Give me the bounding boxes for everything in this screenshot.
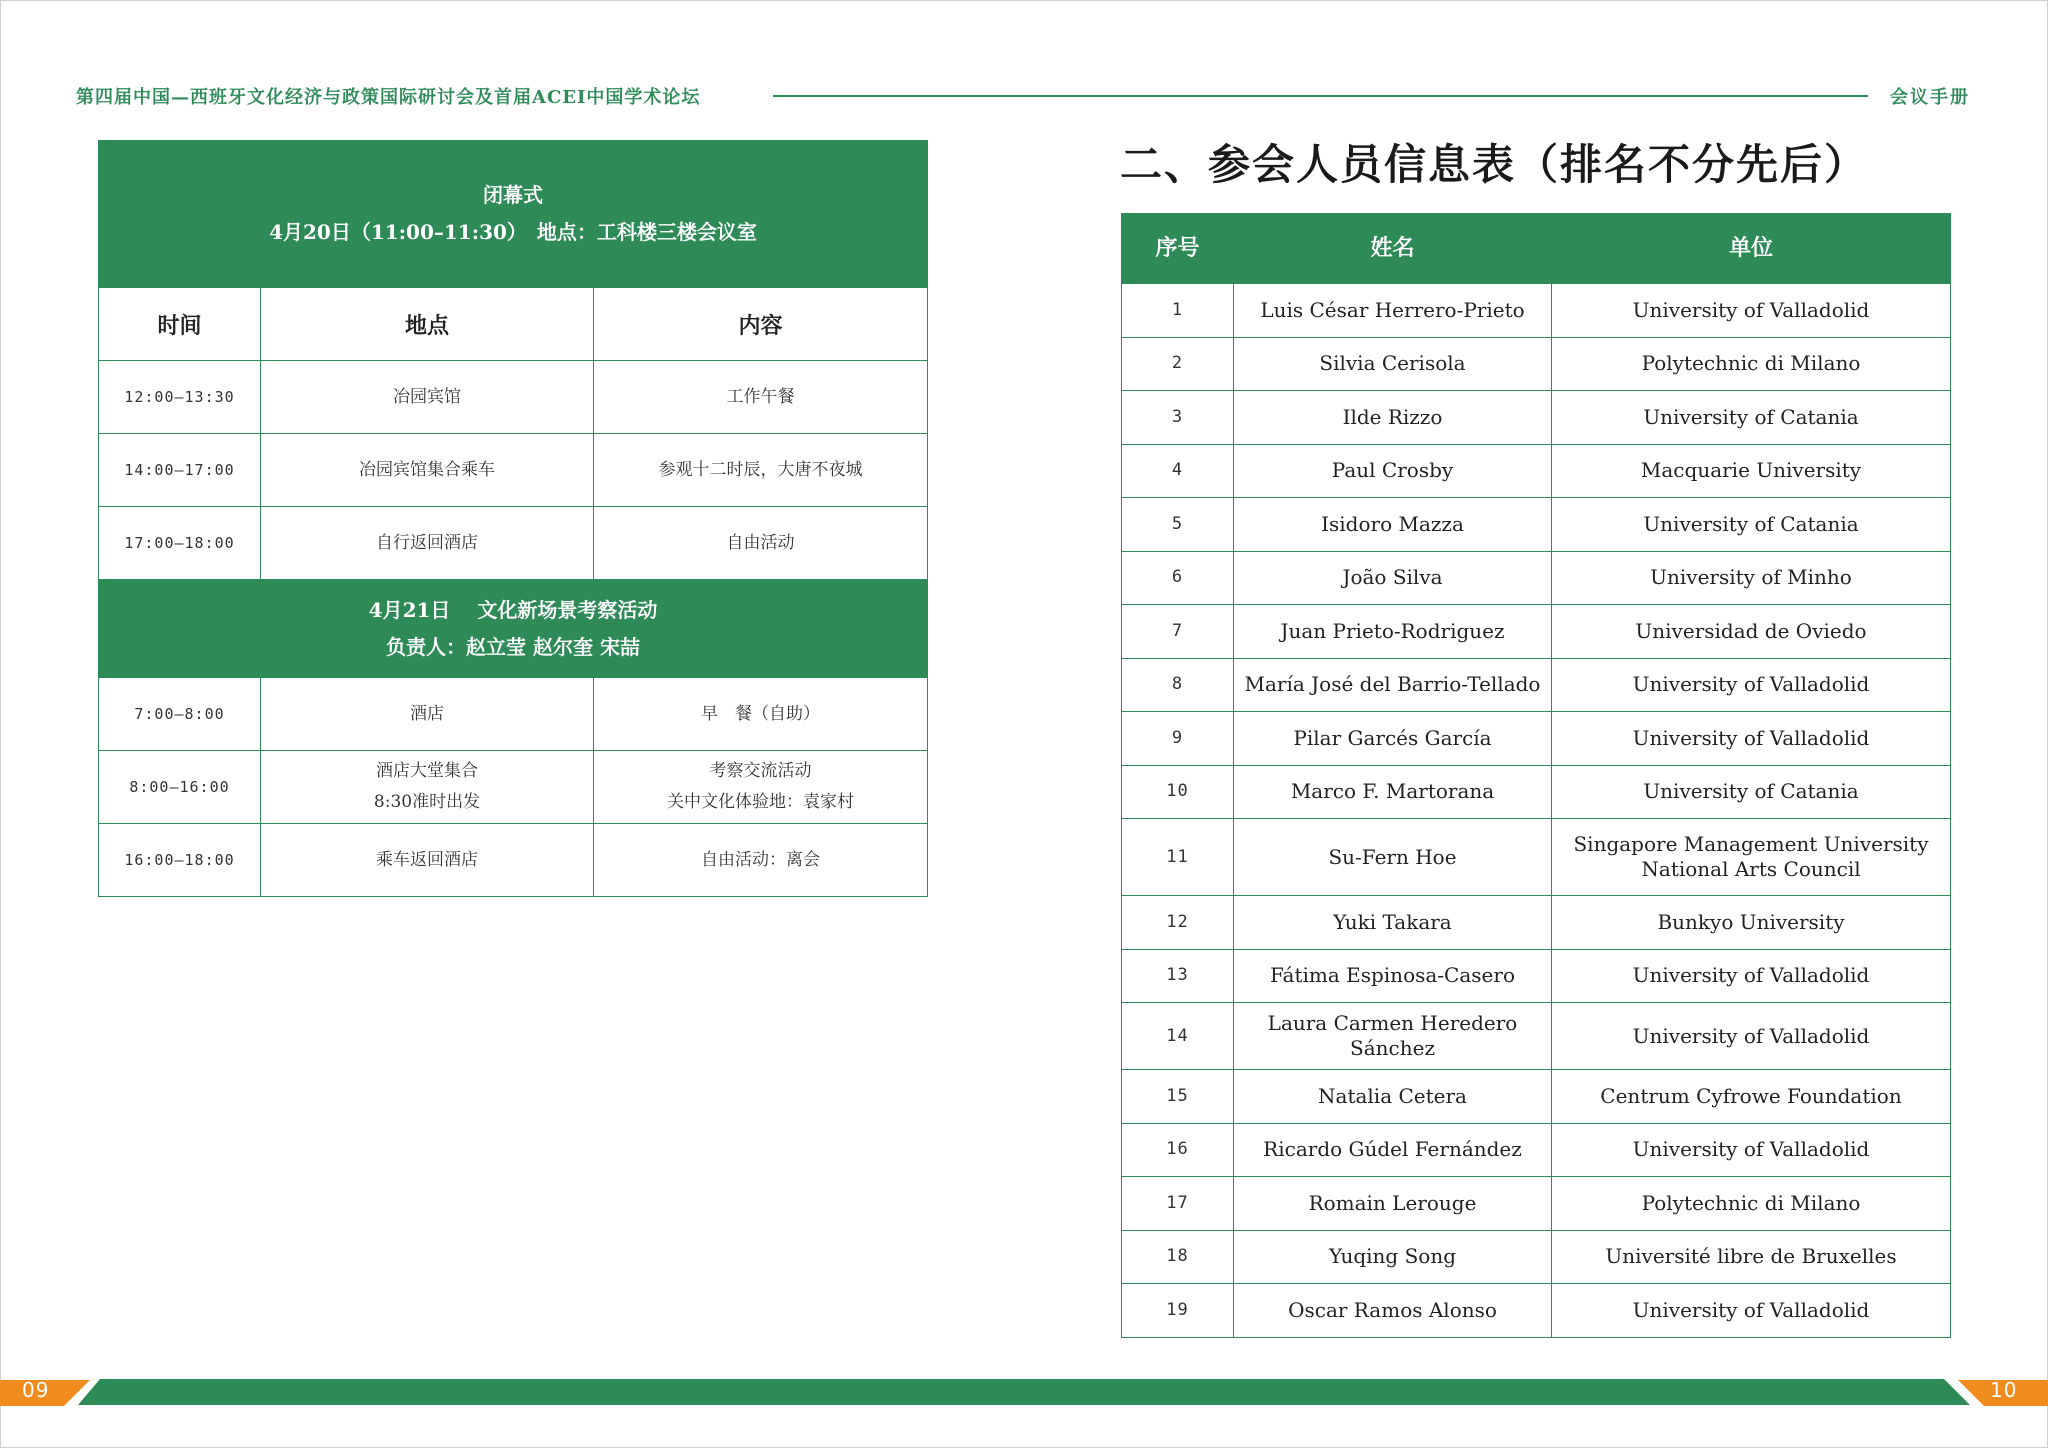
participant-number: 10 [1122,765,1234,819]
participant-affiliation: Universidad de Oviedo [1552,605,1951,659]
participant-name: Laura Carmen Heredero Sánchez [1234,1003,1552,1070]
running-header-section: 会议手册 [1890,87,1970,108]
participant-affiliation: University of Valladolid [1552,712,1951,766]
row-place: 乘车返回酒店 [261,824,594,897]
participant-affiliation: University of Valladolid [1552,658,1951,712]
participant-number: 13 [1122,949,1234,1003]
participant-affiliation: University of Valladolid [1552,1284,1951,1338]
header-rule [773,95,1868,97]
page-number-right: 10 [1990,1378,2018,1402]
participant-number: 2 [1122,337,1234,391]
row-content: 参观十二时辰，大唐不夜城 [594,434,928,507]
row-time: 14:00–17:00 [99,434,261,507]
table-row [1122,605,1951,659]
table-row [1122,444,1951,498]
participant-name: Juan Prieto-Rodriguez [1234,605,1552,659]
table-row [99,751,928,824]
participant-name: João Silva [1234,551,1552,605]
participant-name: Su-Fern Hoe [1234,819,1552,896]
participant-name: Fátima Espinosa-Casero [1234,949,1552,1003]
table-row [1122,1230,1951,1284]
participant-affiliation: University of Catania [1552,498,1951,552]
schedule-header-row [99,288,928,361]
row-time: 7:00–8:00 [99,678,261,751]
participant-affiliation: University of Valladolid [1552,1123,1951,1177]
participant-name: Marco F. Martorana [1234,765,1552,819]
participants-body [1122,284,1951,1338]
participant-number: 9 [1122,712,1234,766]
participant-number: 4 [1122,444,1234,498]
column-header-affiliation: 单位 [1552,214,1951,284]
participant-affiliation: Centrum Cyfrowe Foundation [1552,1070,1951,1124]
table-row [1122,1284,1951,1338]
table-row [99,678,928,751]
closing-ceremony-band [99,141,928,288]
participant-name: Yuqing Song [1234,1230,1552,1284]
participant-name: Yuki Takara [1234,896,1552,950]
participant-number: 6 [1122,551,1234,605]
table-row [99,507,928,580]
row-place: 冶园宾馆 [261,361,594,434]
column-header-name: 姓名 [1234,214,1552,284]
row-place: 自行返回酒店 [261,507,594,580]
row-place [261,751,594,824]
table-row [1122,658,1951,712]
closing-ceremony-title: 闭幕式 [483,183,544,207]
page-number-left: 09 [22,1378,50,1402]
affiliation-line2: National Arts Council [1641,857,1861,881]
table-row [1122,1070,1951,1124]
participant-affiliation: University of Valladolid [1552,1003,1951,1070]
participant-name: Silvia Cerisola [1234,337,1552,391]
participant-number: 5 [1122,498,1234,552]
table-row [99,824,928,897]
participant-name: María José del Barrio-Tellado [1234,658,1552,712]
table-row [1122,765,1951,819]
row-content: 早 餐（自助） [594,678,928,751]
participant-affiliation [1552,819,1951,896]
participant-affiliation: Polytechnic di Milano [1552,1177,1951,1231]
column-header-place: 地点 [261,288,594,361]
participant-name: Oscar Ramos Alonso [1234,1284,1552,1338]
affiliation-line1: Singapore Management University [1573,832,1929,856]
participant-number: 11 [1122,819,1234,896]
row-time: 16:00–18:00 [99,824,261,897]
participant-affiliation: Macquarie University [1552,444,1951,498]
row-place: 冶园宾馆集合乘车 [261,434,594,507]
participant-number: 12 [1122,896,1234,950]
footer-bar [78,1379,1970,1405]
running-header-title: 第四届中国—西班牙文化经济与政策国际研讨会及首届ACEI中国学术论坛 [76,87,701,108]
participant-affiliation: University of Valladolid [1552,949,1951,1003]
row-content [594,751,928,824]
participants-header-row [1122,214,1951,284]
closing-ceremony-details: 4月20日（11:00–11:30） 地点：工科楼三楼会议室 [269,220,757,244]
day21-title: 4月21日 文化新场景考察活动 [368,597,658,622]
row-content-line2: 关中文化体验地：袁家村 [667,792,855,812]
participant-number: 7 [1122,605,1234,659]
day21-organizers: 负责人：赵立莹 赵尔奎 宋喆 [386,634,640,659]
day21-band [99,580,928,678]
participant-number: 19 [1122,1284,1234,1338]
participant-name: Natalia Cetera [1234,1070,1552,1124]
table-row [99,361,928,434]
participant-affiliation: University of Catania [1552,391,1951,445]
participant-number: 1 [1122,284,1234,338]
participant-number: 14 [1122,1003,1234,1070]
row-content: 自由活动 [594,507,928,580]
table-row [1122,498,1951,552]
row-time: 17:00–18:00 [99,507,261,580]
table-row [1122,712,1951,766]
participant-name: Ilde Rizzo [1234,391,1552,445]
participant-name: Isidoro Mazza [1234,498,1552,552]
participant-number: 3 [1122,391,1234,445]
participant-name: Paul Crosby [1234,444,1552,498]
table-row [99,434,928,507]
participant-affiliation: Polytechnic di Milano [1552,337,1951,391]
participant-name: Luis César Herrero-Prieto [1234,284,1552,338]
table-row [1122,284,1951,338]
table-row [1122,391,1951,445]
participant-number: 17 [1122,1177,1234,1231]
schedule-table [98,140,928,897]
participant-number: 8 [1122,658,1234,712]
table-row [1122,819,1951,896]
participant-name: Ricardo Gúdel Fernández [1234,1123,1552,1177]
row-content: 自由活动：离会 [594,824,928,897]
column-header-number: 序号 [1122,214,1234,284]
table-row [1122,949,1951,1003]
participant-number: 18 [1122,1230,1234,1284]
table-row [1122,1123,1951,1177]
table-row [1122,337,1951,391]
participants-table [1121,213,1951,1338]
column-header-time: 时间 [99,288,261,361]
table-row [1122,551,1951,605]
participant-number: 15 [1122,1070,1234,1124]
section-title: 二、参会人员信息表（排名不分先后） [1120,140,1869,189]
participant-affiliation: University of Valladolid [1552,284,1951,338]
participant-affiliation: Université libre de Bruxelles [1552,1230,1951,1284]
row-place-line2: 8:30准时出发 [373,792,481,812]
table-row [1122,1003,1951,1070]
row-content: 工作午餐 [594,361,928,434]
participant-affiliation: University of Catania [1552,765,1951,819]
participant-name: Romain Lerouge [1234,1177,1552,1231]
participant-affiliation: University of Minho [1552,551,1951,605]
row-place: 酒店 [261,678,594,751]
row-time: 12:00–13:30 [99,361,261,434]
row-content-line1: 考察交流活动 [709,761,812,781]
participant-number: 16 [1122,1123,1234,1177]
table-row [1122,896,1951,950]
row-place-line1: 酒店大堂集合 [376,761,478,781]
table-row [1122,1177,1951,1231]
participant-affiliation: Bunkyo University [1552,896,1951,950]
row-time: 8:00–16:00 [99,751,261,824]
column-header-content: 内容 [594,288,928,361]
participant-name: Pilar Garcés García [1234,712,1552,766]
